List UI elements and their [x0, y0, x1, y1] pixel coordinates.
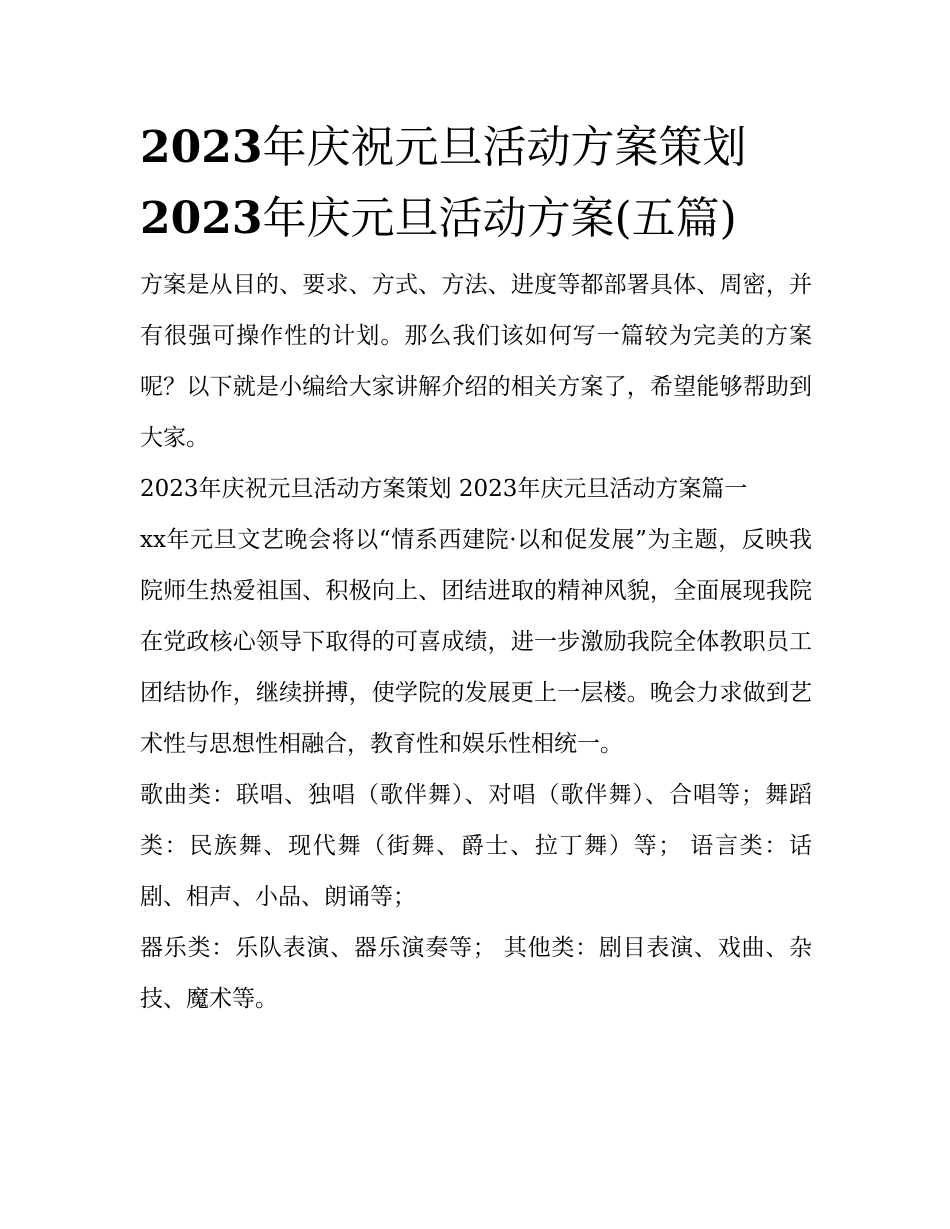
- title-line-2-year: 2023: [140, 193, 263, 244]
- paragraph-intro: 方案是从目的、要求、方式、方法、进度等都部署具体、周密，并有很强可操作性的计划。那么我们该如何写一篇较为完美的方案呢？以下就是小编给大家讲解介绍的相关方案了，希望能够帮助到大家。: [140, 272, 812, 451]
- paragraph-theme: xx年元旦文艺晚会将以“情系西建院·以和促发展”为主题，反映我院师生热爱祖国、积极向上、团结进取的精神风貌，全面展现我院在党政核心领导下取得的可喜成绩，进一步激励我院全体教职员工团结协作，继续拼搏，使学院的发展更上一层楼。晚会力求做到艺术性与思想性相融合，教育性和娱乐性相统一。: [140, 527, 812, 757]
- paragraph-categories-2: 器乐类：乐队表演、器乐演奏等； 其他类：剧目表演、戏曲、杂技、魔术等。: [140, 935, 812, 1012]
- title-line-2-text: 年庆元旦活动方案(五篇): [262, 193, 737, 244]
- title-line-1-text: 年庆祝元旦活动方案策划: [262, 122, 747, 173]
- title-line-2: [140, 193, 737, 244]
- title-line-1: [140, 122, 746, 173]
- paragraph-heading: 2023年庆祝元旦活动方案策划 2023年庆元旦活动方案篇一: [140, 476, 748, 502]
- document-title: [140, 112, 812, 254]
- document-page: [140, 112, 812, 1025]
- paragraph-categories-1: 歌曲类：联唱、独唱（歌伴舞）、对唱（歌伴舞）、合唱等；舞蹈类：民族舞、现代舞（街舞、爵士、拉丁舞）等； 语言类：话剧、相声、小品、朗诵等；: [140, 782, 812, 910]
- title-line-1-year: 2023: [140, 122, 263, 173]
